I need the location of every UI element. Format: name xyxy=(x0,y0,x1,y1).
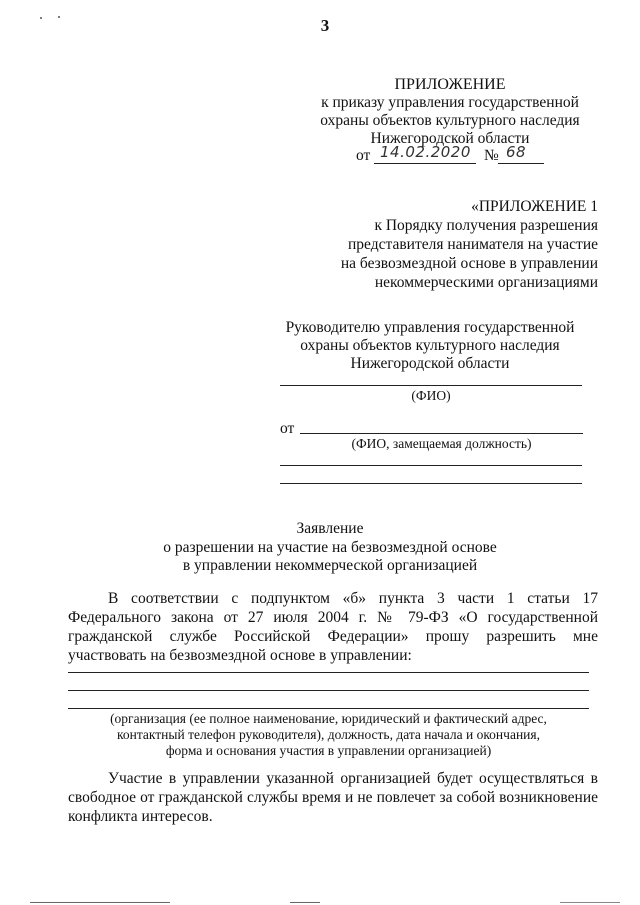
appendix-line: к приказу управления государственной xyxy=(321,94,579,111)
number-underline xyxy=(498,163,544,164)
blank-line xyxy=(68,672,589,673)
date-underline xyxy=(374,163,476,164)
blank-line xyxy=(68,690,589,691)
appendix-title: ПРИЛОЖЕНИЕ xyxy=(394,76,506,93)
statement-paragraph: Участие в управлении указанной организацией будет осуществляться в свободное от гражданской службы время и не повлечет за собой возникновение конфликта интересов. xyxy=(68,770,598,825)
from-caption: (ФИО, замещаемая должность) xyxy=(351,436,532,451)
addressee-line: Руководителю управления государственной xyxy=(285,319,575,336)
scan-edge xyxy=(30,902,170,903)
blank-line xyxy=(68,708,589,709)
statement-paragraph: В соответствии с подпунктом «б» пункта 3 части 1 статьи 17 Федерального закона от 27 июля 2004 г. № 79-ФЗ «О государственной гражданской службе Российской Федерации» прошу разрешить мне участвовать на безвозмездной основе в управлении: xyxy=(68,590,598,664)
appendix-header xyxy=(300,75,600,148)
scan-speck xyxy=(40,17,42,19)
number-handwritten: 68 xyxy=(506,143,527,161)
org-caption-line: контактный телефон руководителя), должность, дата начала и окончания, xyxy=(117,727,540,742)
org-caption-line: (организация (ее полное наименование, юридический и фактический адрес, xyxy=(110,711,547,726)
date-prefix: от xyxy=(356,147,371,164)
statement-title-line: о разрешении на участие на безвозмездной основе xyxy=(163,538,497,556)
statement-title-line: Заявление xyxy=(296,520,364,537)
blank-line xyxy=(280,483,582,484)
appendix-1-line: к Порядку получения разрешения xyxy=(374,217,598,234)
number-prefix: № xyxy=(484,147,499,164)
blank-line xyxy=(280,465,582,466)
fio-underline xyxy=(280,385,582,386)
scan-edge xyxy=(290,902,320,903)
page-number: 3 xyxy=(320,16,330,35)
from-prefix: от xyxy=(280,420,295,437)
appendix-line: Нижегородской области xyxy=(370,130,530,147)
fio-caption: (ФИО) xyxy=(411,388,451,403)
appendix-1-line: некоммерческими организациями xyxy=(374,274,598,291)
appendix-line: охраны объектов культурного наследия xyxy=(320,112,580,129)
statement-title xyxy=(120,520,540,576)
addressee-line: Нижегородской области xyxy=(350,355,510,372)
appendix-1-block xyxy=(300,197,598,292)
addressee-line: охраны объектов культурного наследия xyxy=(300,337,560,354)
org-caption-line: форма и основания участия в управлении организацией) xyxy=(165,743,492,758)
scan-speck xyxy=(58,16,60,18)
addressee-block xyxy=(270,319,590,373)
from-underline xyxy=(300,433,583,434)
statement-title-line: в управлении некоммерческой организацией xyxy=(182,557,478,574)
appendix-1-line: представителя нанимателя на участие xyxy=(348,236,598,253)
appendix-1-title: «ПРИЛОЖЕНИЕ 1 xyxy=(471,198,598,215)
date-handwritten: 14.02.2020 xyxy=(380,143,471,161)
org-caption xyxy=(68,711,589,759)
scan-edge xyxy=(560,902,620,903)
appendix-1-line: на безвозмездной основе в управлении xyxy=(340,255,598,272)
